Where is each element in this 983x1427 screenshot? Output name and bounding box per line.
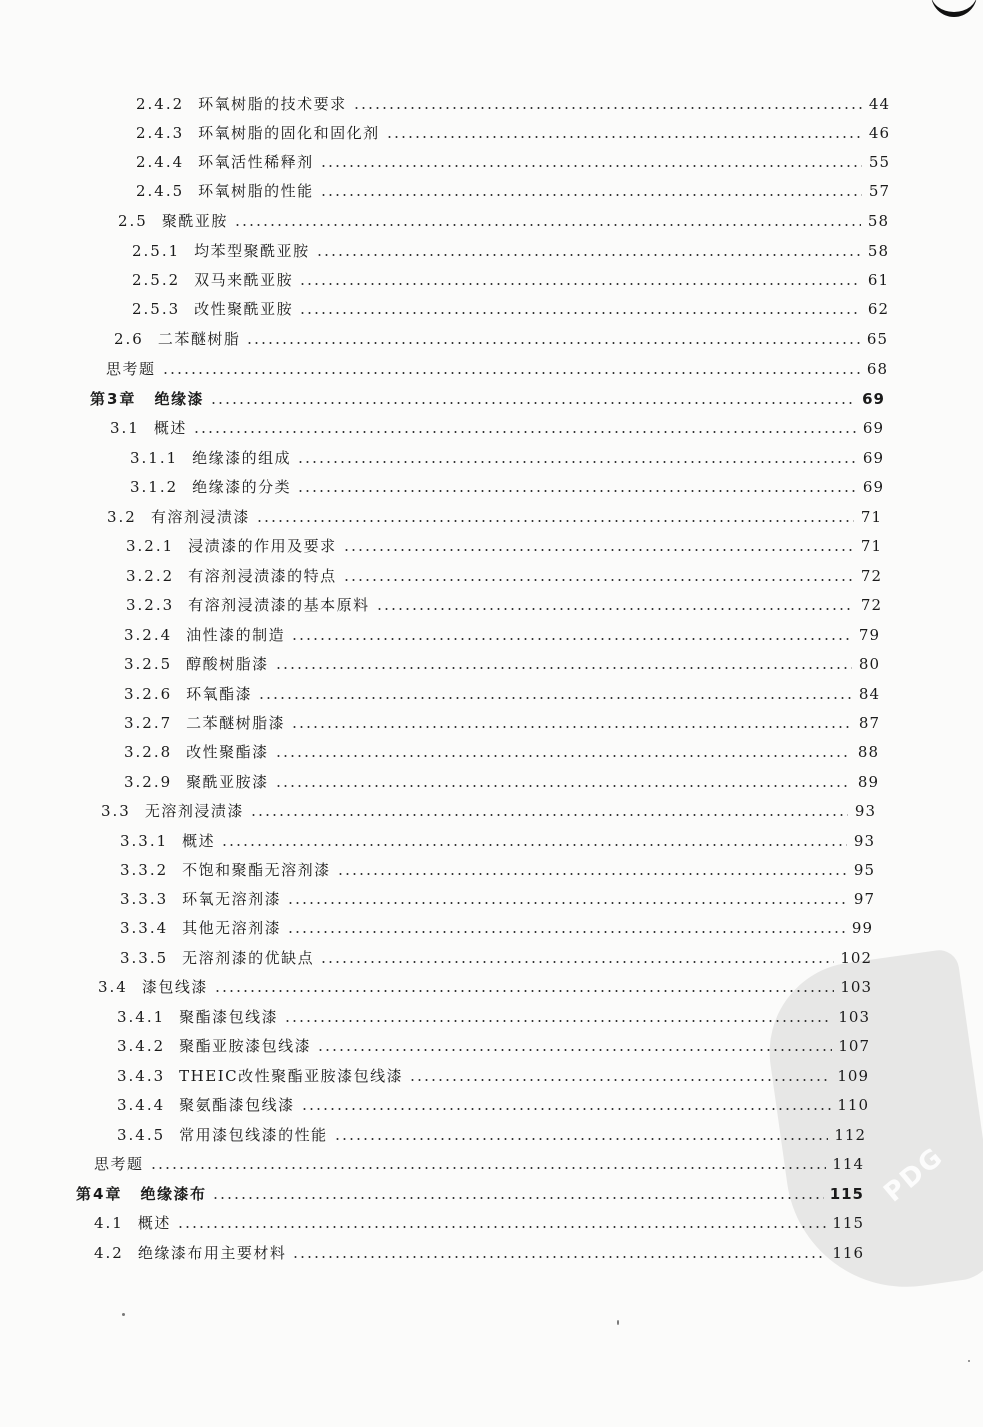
toc-section-number: 3.3.1 xyxy=(120,832,169,850)
toc-section-title: 有溶剂浸渍漆的基本原料 xyxy=(188,596,370,614)
toc-page-number: 114 xyxy=(832,1155,864,1173)
toc-section-title: 环氧树脂的固化和固化剂 xyxy=(198,124,380,142)
toc-page-number: 110 xyxy=(837,1096,869,1114)
toc-dot-leader xyxy=(162,372,860,374)
toc-row[interactable] xyxy=(124,677,880,703)
toc-section-number: 3.2.1 xyxy=(126,537,175,555)
toc-chapter-row[interactable] xyxy=(90,382,885,408)
toc-page-number: 58 xyxy=(867,242,889,260)
toc-dot-leader xyxy=(291,638,852,640)
toc-row[interactable] xyxy=(120,941,872,967)
scan-speck xyxy=(122,1313,125,1316)
toc-section-title: 概述 xyxy=(153,419,187,437)
toc-section-title: 油性漆的制造 xyxy=(186,626,286,644)
toc-section-number: 3.2.8 xyxy=(124,743,173,761)
toc-section-number: 第4章 xyxy=(76,1185,123,1203)
toc-dot-leader xyxy=(212,1197,823,1199)
toc-section-title: 环氧活性稀释剂 xyxy=(198,153,314,171)
toc-row[interactable] xyxy=(120,911,873,937)
toc-section-title: 不饱和聚酯无溶剂漆 xyxy=(182,861,331,879)
toc-dot-leader xyxy=(150,1167,827,1169)
toc-page-number: 58 xyxy=(867,212,889,230)
toc-row[interactable] xyxy=(130,470,884,496)
toc-dot-leader xyxy=(284,1020,832,1022)
toc-section-number: 2.4.5 xyxy=(136,182,185,200)
toc-dot-leader xyxy=(343,579,854,581)
toc-page-number: 79 xyxy=(858,626,880,644)
toc-dot-leader xyxy=(297,461,856,463)
toc-dot-leader xyxy=(376,608,854,610)
toc-section-title: 概述 xyxy=(137,1214,171,1232)
toc-row[interactable] xyxy=(120,853,875,879)
toc-section-title: 环氧树脂的技术要求 xyxy=(198,95,347,113)
toc-page-number: 72 xyxy=(860,596,882,614)
toc-row[interactable] xyxy=(136,145,890,171)
toc-page-number: 102 xyxy=(840,949,872,967)
toc-section-number: 2.5.3 xyxy=(132,300,181,318)
toc-dot-leader xyxy=(297,490,856,492)
toc-section-number: 3.4.3 xyxy=(117,1067,166,1085)
toc-row[interactable] xyxy=(98,970,872,996)
scan-speck xyxy=(968,1360,970,1362)
toc-page-number: 115 xyxy=(829,1185,864,1203)
toc-section-number: 2.5.2 xyxy=(132,271,181,289)
toc-page-number: 112 xyxy=(834,1126,866,1144)
toc-row[interactable] xyxy=(120,882,875,908)
toc-row[interactable] xyxy=(107,500,882,526)
toc-row[interactable] xyxy=(136,174,890,200)
toc-page-number: 107 xyxy=(838,1037,870,1055)
toc-section-title: 常用漆包线漆的性能 xyxy=(179,1126,328,1144)
toc-dot-leader xyxy=(221,844,847,846)
toc-page-number: 97 xyxy=(853,890,875,908)
toc-page-number: 72 xyxy=(860,567,882,585)
toc-page-number: 80 xyxy=(858,655,880,673)
toc-row[interactable] xyxy=(136,116,890,142)
toc-page-number: 71 xyxy=(860,537,882,555)
toc-dot-leader xyxy=(409,1079,831,1081)
toc-section-title: 概述 xyxy=(182,832,216,850)
toc-row[interactable] xyxy=(132,292,889,318)
toc-dot-leader xyxy=(320,194,862,196)
toc-row[interactable] xyxy=(124,735,879,761)
toc-row[interactable] xyxy=(117,1000,870,1026)
toc-dot-leader xyxy=(386,136,862,138)
toc-dot-leader xyxy=(177,1226,826,1228)
toc-page-number: 69 xyxy=(862,390,885,408)
toc-row[interactable] xyxy=(124,647,880,673)
toc-section-number: 3.4.4 xyxy=(117,1096,166,1114)
toc-section-number: 3.2.2 xyxy=(126,567,175,585)
toc-page-number: 87 xyxy=(858,714,880,732)
toc-section-title: THEIC改性聚酯亚胺漆包线漆 xyxy=(179,1067,404,1085)
toc-section-title: 绝缘漆 xyxy=(154,390,204,408)
toc-dot-leader xyxy=(275,755,851,757)
toc-dot-leader xyxy=(343,549,854,551)
toc-section-title: 双马来酰亚胺 xyxy=(194,271,294,289)
toc-row[interactable] xyxy=(117,1029,870,1055)
toc-section-title: 改性聚酯漆 xyxy=(186,743,269,761)
toc-section-number: 4.1 xyxy=(94,1214,124,1232)
toc-row[interactable] xyxy=(132,234,889,260)
toc-page-number: 89 xyxy=(857,773,879,791)
toc-dot-leader xyxy=(299,283,861,285)
scan-speck xyxy=(617,1320,619,1325)
toc-dot-leader xyxy=(320,961,834,963)
toc-row[interactable] xyxy=(136,87,890,113)
toc-section-number: 3.4.1 xyxy=(117,1008,166,1026)
toc-page-number: 88 xyxy=(857,743,879,761)
toc-section-title: 聚酰亚胺漆 xyxy=(186,773,269,791)
toc-section-number: 3.3.2 xyxy=(120,861,169,879)
toc-section-title: 聚酰亚胺 xyxy=(161,212,228,230)
toc-page-number: 62 xyxy=(867,300,889,318)
toc-section-title: 无溶剂漆的优缺点 xyxy=(182,949,315,967)
toc-page-number: 71 xyxy=(860,508,882,526)
toc-section-title: 改性聚酰亚胺 xyxy=(194,300,294,318)
toc-section-number: 3.3 xyxy=(101,802,131,820)
toc-dot-leader xyxy=(246,342,860,344)
toc-section-title: 聚氨酯漆包线漆 xyxy=(179,1096,295,1114)
toc-page-number: 103 xyxy=(838,1008,870,1026)
toc-dot-leader xyxy=(301,1108,832,1110)
toc-page-number: 93 xyxy=(853,832,875,850)
toc-dot-leader xyxy=(337,873,847,875)
toc-section-number: 2.5.1 xyxy=(132,242,181,260)
toc-section-number: 3.2 xyxy=(107,508,137,526)
toc-section-number: 3.2.6 xyxy=(124,685,173,703)
toc-section-title: 无溶剂浸渍漆 xyxy=(144,802,244,820)
toc-row[interactable] xyxy=(130,441,884,467)
toc-section-title: 浸渍漆的作用及要求 xyxy=(188,537,337,555)
toc-section-title: 环氧酯漆 xyxy=(186,685,253,703)
toc-section-number: 3.2.9 xyxy=(124,773,173,791)
toc-page-number: 109 xyxy=(837,1067,869,1085)
toc-row[interactable] xyxy=(126,559,882,585)
toc-page-number: 69 xyxy=(862,419,884,437)
toc-page-number: 84 xyxy=(858,685,880,703)
toc-row[interactable] xyxy=(117,1059,869,1085)
toc-section-number: 4.2 xyxy=(94,1244,124,1262)
toc-section-title: 环氧无溶剂漆 xyxy=(182,890,282,908)
toc-row[interactable] xyxy=(124,706,880,732)
toc-section-number: 3.2.5 xyxy=(124,655,173,673)
toc-page-number: 95 xyxy=(853,861,875,879)
toc-row[interactable] xyxy=(118,204,889,230)
toc-section-number: 3.4 xyxy=(98,978,128,996)
toc-row[interactable] xyxy=(106,352,888,378)
toc-section-title: 思考题 xyxy=(106,360,156,378)
toc-page-number: 57 xyxy=(868,182,890,200)
toc-dot-leader xyxy=(250,814,848,816)
toc-row[interactable] xyxy=(117,1088,869,1114)
toc-row[interactable] xyxy=(94,1236,864,1262)
toc-row[interactable] xyxy=(117,1118,866,1144)
toc-row[interactable] xyxy=(126,588,882,614)
toc-dot-leader xyxy=(317,1049,832,1051)
toc-section-title: 二苯醚树脂漆 xyxy=(186,714,286,732)
toc-row[interactable] xyxy=(124,765,879,791)
toc-section-number: 3.4.2 xyxy=(117,1037,166,1055)
toc-dot-leader xyxy=(275,785,851,787)
toc-row[interactable] xyxy=(94,1147,864,1173)
toc-section-title: 思考题 xyxy=(94,1155,144,1173)
toc-section-title: 有溶剂浸渍漆的特点 xyxy=(188,567,337,585)
toc-section-number: 3.1 xyxy=(110,419,140,437)
toc-section-title: 醇酸树脂漆 xyxy=(186,655,269,673)
toc-dot-leader xyxy=(275,667,852,669)
toc-dot-leader xyxy=(193,431,856,433)
toc-dot-leader xyxy=(210,402,856,404)
toc-row[interactable] xyxy=(101,794,876,820)
toc-section-number: 3.2.3 xyxy=(126,596,175,614)
toc-page-number: 46 xyxy=(868,124,890,142)
toc-dot-leader xyxy=(287,902,847,904)
toc-section-title: 聚酯亚胺漆包线漆 xyxy=(179,1037,312,1055)
toc-dot-leader xyxy=(214,990,834,992)
toc-section-number: 3.4.5 xyxy=(117,1126,166,1144)
toc-row[interactable] xyxy=(114,322,888,348)
toc-section-number: 第3章 xyxy=(90,390,137,408)
toc-chapter-row[interactable] xyxy=(76,1177,864,1203)
toc-dot-leader xyxy=(256,520,854,522)
toc-page-number: 68 xyxy=(866,360,888,378)
toc-page-number: 44 xyxy=(868,95,890,113)
toc-section-title: 绝缘漆布用主要材料 xyxy=(137,1244,287,1262)
toc-dot-leader xyxy=(316,254,861,256)
toc-section-number: 3.3.4 xyxy=(120,919,169,937)
toc-dot-leader xyxy=(320,165,862,167)
toc-section-number: 2.4.3 xyxy=(136,124,185,142)
toc-section-number: 3.3.5 xyxy=(120,949,169,967)
toc-section-title: 有溶剂浸渍漆 xyxy=(150,508,250,526)
corner-scan-mark xyxy=(931,0,977,17)
toc-section-title: 漆包线漆 xyxy=(141,978,208,996)
toc-section-number: 2.5 xyxy=(118,212,148,230)
toc-section-number: 2.4.4 xyxy=(136,153,185,171)
toc-dot-leader xyxy=(292,1256,826,1258)
toc-row[interactable] xyxy=(120,824,875,850)
toc-section-title: 绝缘漆布 xyxy=(140,1185,207,1203)
toc-section-number: 2.6 xyxy=(114,330,144,348)
toc-page-number: 93 xyxy=(854,802,876,820)
toc-page-number: 69 xyxy=(862,478,884,496)
toc-section-title: 聚酯漆包线漆 xyxy=(179,1008,279,1026)
toc-page-number: 115 xyxy=(832,1214,864,1232)
toc-page-number: 65 xyxy=(866,330,888,348)
toc-row[interactable] xyxy=(110,411,884,437)
toc-page-number: 116 xyxy=(832,1244,864,1262)
toc-dot-leader xyxy=(299,312,861,314)
toc-page-number: 103 xyxy=(840,978,872,996)
toc-dot-leader xyxy=(287,931,845,933)
toc-row[interactable] xyxy=(132,263,889,289)
toc-section-title: 环氧树脂的性能 xyxy=(198,182,314,200)
toc-section-title: 均苯型聚酰亚胺 xyxy=(194,242,310,260)
toc-dot-leader xyxy=(258,697,852,699)
toc-dot-leader xyxy=(334,1138,829,1140)
toc-row[interactable] xyxy=(126,529,882,555)
toc-section-number: 2.4.2 xyxy=(136,95,185,113)
toc-section-title: 绝缘漆的组成 xyxy=(192,449,292,467)
toc-row[interactable] xyxy=(124,618,880,644)
toc-section-number: 3.2.4 xyxy=(124,626,173,644)
toc-section-number: 3.1.2 xyxy=(130,478,179,496)
toc-page-number: 61 xyxy=(867,271,889,289)
watermark-label: PDG xyxy=(878,1141,950,1209)
toc-page-number: 99 xyxy=(851,919,873,937)
toc-section-title: 二苯醚树脂 xyxy=(157,330,241,348)
toc-section-number: 3.2.7 xyxy=(124,714,173,732)
toc-dot-leader xyxy=(234,224,861,226)
toc-page-number: 55 xyxy=(868,153,890,171)
toc-section-title: 其他无溶剂漆 xyxy=(182,919,282,937)
toc-dot-leader xyxy=(353,107,862,109)
toc-section-number: 3.3.3 xyxy=(120,890,169,908)
toc-dot-leader xyxy=(291,726,852,728)
toc-row[interactable] xyxy=(94,1206,864,1232)
toc-section-number: 3.1.1 xyxy=(130,449,179,467)
toc-page-number: 69 xyxy=(862,449,884,467)
toc-section-title: 绝缘漆的分类 xyxy=(192,478,292,496)
